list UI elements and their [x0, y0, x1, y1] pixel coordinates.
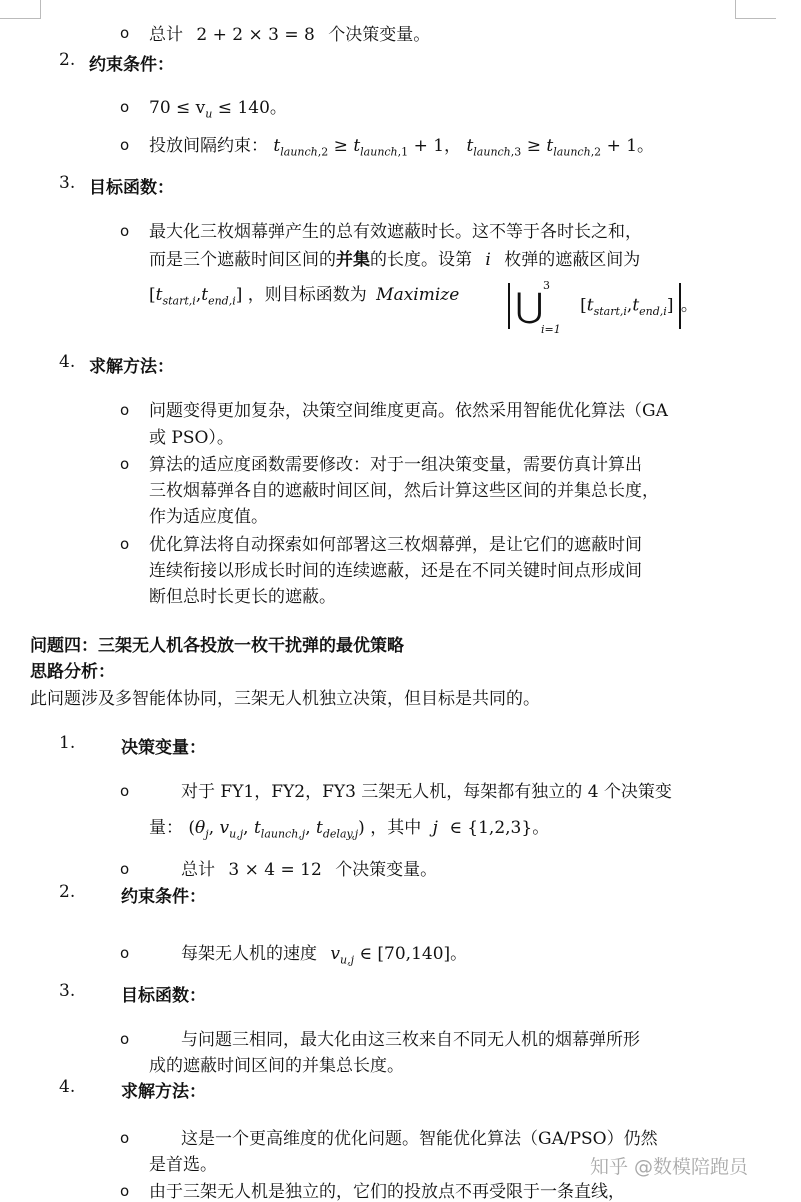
- section-number: 2.: [59, 50, 76, 70]
- union-expression: ⋃ 3 i=1 $[t_{start,i},t_{end,i}]$ 。: [508, 283, 698, 329]
- section-title: 求解方法：: [89, 357, 174, 377]
- bullet-icon: o: [120, 222, 130, 240]
- paragraph-line: 优化算法将自动探索如何部署这三枚烟幕弹，是让它们的遮蔽时间: [149, 535, 642, 555]
- paragraph-line: 是首选。: [149, 1155, 217, 1175]
- paragraph-line: 算法的适应度函数需要修改：对于一组决策变量，需要仿真计算出: [149, 455, 642, 475]
- paragraph-line: 成的遮蔽时间区间的并集总长度。: [149, 1056, 404, 1076]
- section-title: 目标函数：: [89, 178, 174, 198]
- paragraph-line: 问题变得更加复杂，决策空间维度更高。依然采用智能优化算法（GA: [149, 401, 668, 421]
- abs-bar-left: [508, 283, 510, 329]
- section-title: 约束条件：: [89, 55, 174, 75]
- paragraph-line: 最大化三枚烟幕弹产生的总有效遮蔽时长。这不等于各时长之和，: [149, 222, 642, 242]
- section-title: 决策变量：: [121, 738, 206, 758]
- q4-total-line: 总计 3 × 4 = 12 个决策变量。: [181, 860, 438, 880]
- bullet-icon: o: [120, 1129, 130, 1147]
- section-number: 4.: [59, 352, 76, 372]
- section-number: 3.: [59, 173, 76, 193]
- paragraph-line: 与问题三相同，最大化由这三枚来自不同无人机的烟幕弹所形: [181, 1030, 640, 1050]
- bullet-icon: o: [120, 860, 130, 878]
- page-corner-mark-left: [0, 0, 41, 19]
- bullet-icon: o: [120, 98, 130, 116]
- paragraph-line: 由于三架无人机是独立的，它们的投放点不再受限于一条直线，: [149, 1182, 625, 1202]
- section-number: 3.: [59, 981, 76, 1001]
- paragraph-line: 或 PSO）。: [149, 428, 234, 448]
- section-number: 4.: [59, 1077, 76, 1097]
- paragraph-line: 而是三个遮蔽时间区间的并集的长度。设第 i 枚弹的遮蔽区间为: [149, 250, 641, 270]
- intro-paragraph: 此问题涉及多智能体协同，三架无人机独立决策，但目标是共同的。: [30, 689, 540, 709]
- section-title: 约束条件：: [121, 887, 206, 907]
- paragraph-line: 连续衔接以形成长时间的连续遮蔽，还是在不同关键时间点形成间: [149, 561, 642, 581]
- p3-speed-constraint: $70 \le v_u \le 140$。: [149, 98, 287, 121]
- bullet-icon: o: [120, 1030, 130, 1048]
- bullet-icon: o: [120, 455, 130, 473]
- watermark: 知乎 @数模陪跑员: [590, 1156, 749, 1178]
- paragraph-line: 作为适应度值。: [149, 507, 268, 527]
- union-symbol-icon: ⋃: [515, 286, 544, 326]
- page-corner-mark-right: [735, 0, 776, 19]
- problem-four-heading: 问题四：三架无人机各投放一枚干扰弹的最优策略: [30, 636, 404, 656]
- objective-formula: $[t_{start,i},t_{end,i}]$ ，则目标函数为 Maximize: [149, 285, 460, 308]
- paragraph-line: 对于 FY1，FY2，FY3 三架无人机，每架都有独立的 4 个决策变: [181, 782, 672, 802]
- bullet-icon: o: [120, 782, 130, 800]
- bullet-icon: o: [120, 401, 130, 419]
- p3-interval-constraint: 投放间隔约束： $t_{launch,2} \ge t_{launch,1} + 1$， $t_{launch,3} \ge t_{launch,2} + 1$。: [149, 136, 655, 159]
- analysis-heading: 思路分析：: [30, 662, 115, 682]
- paragraph-line: 断但总时长更长的遮蔽。: [149, 587, 336, 607]
- decision-variables-formula: 量： ($\theta_j$, $v_{u,j}$, $t_{launch,j}$, $t_{delay,j}$) ，其中 j ∈ {1,2,3}。: [149, 818, 550, 841]
- bullet-icon: o: [120, 136, 130, 154]
- paragraph-line: 三枚烟幕弹各自的遮蔽时间区间，然后计算这些区间的并集总长度，: [149, 481, 659, 501]
- section-number: 2.: [59, 882, 76, 902]
- section-title: 求解方法：: [121, 1082, 206, 1102]
- section-title: 目标函数：: [121, 986, 206, 1006]
- section-number: 1.: [59, 733, 76, 753]
- p3-total-line: 总计 2 + 2 × 3 = 8 个决策变量。: [149, 25, 431, 45]
- bullet-icon: o: [120, 944, 130, 962]
- bullet-icon: o: [120, 24, 130, 42]
- bullet-icon: o: [120, 1182, 130, 1200]
- bullet-icon: o: [120, 535, 130, 553]
- paragraph-line: 这是一个更高维度的优化问题。智能优化算法（GA/PSO）仍然: [181, 1129, 658, 1149]
- q4-speed-constraint: 每架无人机的速度 $v_{u,j}$ ∈ [70,140]。: [181, 944, 468, 967]
